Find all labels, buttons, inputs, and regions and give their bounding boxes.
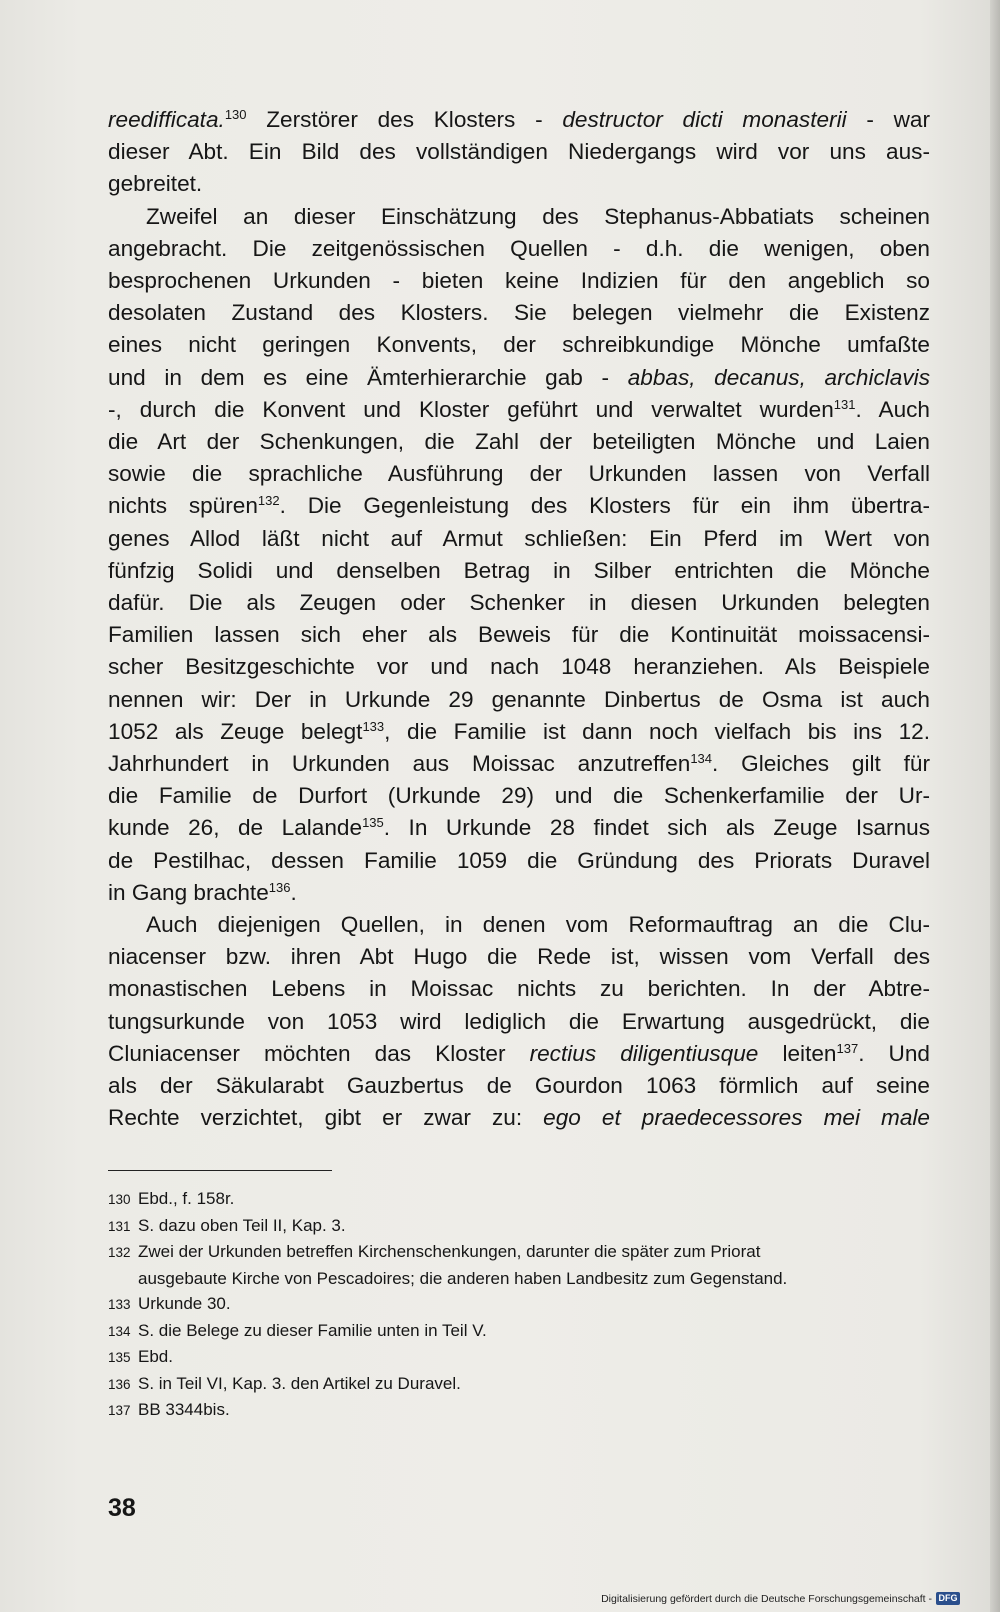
text-run: sowie die sprachliche Ausführung der Urkunden lassen von Verfall [108,461,930,487]
footnote-number: 135 [108,1350,131,1365]
footnote-text: BB 3344bis. [138,1400,230,1419]
text-run: dieser Abt. Ein Bild des vollständigen Niedergangs wird vor uns aus- [108,139,930,165]
footnote-ref: 133 [362,718,385,734]
text-run: als der Säkularabt Gauzbertus de Gourdon 1063 förmlich auf seine [108,1073,930,1099]
latin-phrase: rectius diligentiusque [529,1040,759,1066]
footnote-ref: 132 [257,493,280,509]
text-run: . Die Gegenleistung des Klosters für ein ihm übertra- [279,493,931,519]
text-line [108,845,930,877]
text-run: . [290,879,297,905]
text-line [108,716,930,748]
footnote [108,1371,930,1398]
text-run: scher Besitzgeschichte vor und nach 1048 heranziehen. Als Beispiele [108,654,930,680]
footnote-ref: 131 [833,396,856,412]
footnote-text: Ebd. [138,1347,173,1366]
text-line [108,233,930,265]
main-text [108,104,930,1135]
text-line [108,329,930,361]
latin-phrase: reedifficata. [108,107,225,132]
footnote-text: S. in Teil VI, Kap. 3. den Artikel zu Duravel. [138,1373,461,1393]
paragraph [108,104,930,201]
text-run: und in dem es eine Ämterhierarchie gab - [108,364,628,390]
text-run: kunde 26, de Lalande [108,815,363,841]
text-line [108,523,930,555]
text-run: - war [846,107,930,132]
text-run: -, durch die Konvent und Kloster geführt und verwaltet wurden [108,396,834,422]
text-run: , die Familie ist dann noch vielfach bis ins 12. [384,718,930,744]
text-line [108,297,930,329]
footnote-text: Zwei der Urkunden betreffen Kirchenschenkungen, darunter die später zum Priorat [138,1242,761,1261]
footnote-ref: 135 [362,815,384,831]
text-run: eines nicht geringen Konvents, der schreibkundige Mönche umfaßte [108,332,930,358]
text-line [108,394,930,426]
text-line [108,1038,930,1070]
text-line [108,1102,930,1134]
footnote-ref: 137 [836,1040,859,1056]
footnote [108,1213,930,1240]
text-line [108,684,930,716]
latin-phrase: destructor dicti monasterii [562,107,847,132]
text-line [108,426,930,458]
text-line [108,136,930,168]
text-run: de Pestilhac, dessen Familie 1059 die Gründung des Priorats Duravel [108,847,930,873]
footnote-ref: 134 [690,751,713,767]
paragraph [108,909,930,1134]
footnote-ref: 136 [268,879,291,895]
text-run: angebracht. Die zeitgenössischen Quellen - d.h. die wenigen, oben [108,235,930,261]
text-line [108,651,930,683]
text-line [108,490,930,522]
text-line [108,458,930,490]
footnote-separator [108,1170,332,1171]
footnote-number: 131 [108,1218,131,1234]
footnote [108,1291,930,1318]
text-run: Auch diejenigen Quellen, in denen vom Reformauftrag an die Clu- [146,912,930,938]
text-line [108,619,930,651]
latin-phrase: abbas, decanus, archiclavis [627,364,930,390]
text-line [108,941,930,973]
footnote-number: 134 [108,1323,131,1339]
text-run: . Auch [855,396,930,422]
text-run: tungsurkunde von 1053 wird lediglich die Erwartung ausgedrückt, die [108,1008,930,1034]
text-line [108,780,930,812]
text-line [108,909,930,941]
footnotes [108,1186,930,1424]
text-run: . Gleiches gilt für [712,751,930,777]
footnote-number: 137 [108,1403,131,1418]
text-run: die Familie de Durfort (Urkunde 29) und die Schenkerfamilie der Ur- [108,783,930,809]
footnote-text: Ebd., f. 158r. [138,1189,235,1208]
footnote-ref: 130 [224,107,247,122]
paragraph [108,201,930,909]
text-run: . In Urkunde 28 findet sich als Zeuge Isarnus [383,815,931,841]
text-run: Cluniacenser möchten das Kloster [108,1040,530,1066]
text-run: 1052 als Zeuge belegt [108,718,363,744]
footnote-number: 130 [108,1192,131,1207]
text-run: fünfzig Solidi und denselben Betrag in Silber entrichten die Mönche [108,557,930,583]
footnote-number: 132 [108,1245,131,1260]
text-line [108,362,930,394]
page-edge-shadow [990,0,1000,1612]
text-run: leiten [758,1040,837,1066]
text-run: Rechte verzichtet, gibt er zwar zu: [108,1105,544,1131]
footnote-text-continued: ausgebaute Kirche von Pescadoires; die anderen haben Landbesitz zum Gegenstand. [138,1268,788,1288]
text-line [108,812,930,844]
text-run: nichts spüren [108,493,258,519]
text-line [108,877,930,909]
text-line [108,104,930,136]
text-line [108,201,930,233]
text-run: gebreitet. [108,171,203,197]
text-line [108,1070,930,1102]
text-run: Zerstörer des Klosters - [246,107,563,132]
text-line [108,168,930,200]
footnote-text: S. die Belege zu dieser Familie unten in Teil V. [138,1320,487,1340]
text-line [108,265,930,297]
text-run: die Art der Schenkungen, die Zahl der beteiligten Mönche und Laien [108,429,930,455]
text-run: in Gang brachte [108,879,269,905]
text-line [108,748,930,780]
footnote-text: S. dazu oben Teil II, Kap. 3. [138,1215,346,1235]
text-line [108,587,930,619]
footnote [108,1344,930,1371]
footnote-number: 133 [108,1297,131,1312]
footnote [108,1318,930,1345]
footnote-text: Urkunde 30. [138,1294,231,1313]
text-run: niacenser bzw. ihren Abt Hugo die Rede ist, wissen vom Verfall des [108,944,930,970]
funding-text: Digitalisierung gefördert durch die Deutsche Forschungsgemeinschaft - [601,1592,932,1605]
text-run: Familien lassen sich eher als Beweis für die Kontinuität moissacensi- [108,622,930,648]
text-line [108,1006,930,1038]
text-run: . Und [858,1040,930,1066]
footnote [108,1186,930,1213]
funding-notice [601,1592,960,1605]
text-run: dafür. Die als Zeugen oder Schenker in diesen Urkunden belegten [108,590,930,616]
text-line [108,973,930,1005]
footnote-number: 136 [108,1376,131,1392]
text-line [108,555,930,587]
footnote [108,1397,930,1424]
text-run: besprochenen Urkunden - bieten keine Indizien für den angeblich so [108,268,930,294]
text-run: desolaten Zustand des Klosters. Sie belegen vielmehr die Existenz [108,300,930,326]
latin-phrase: ego et praedecessores mei male [543,1105,930,1131]
text-run: monastischen Lebens in Moissac nichts zu berichten. In der Abtre- [108,976,930,1002]
dfg-logo-icon: DFG [936,1592,960,1605]
text-run: Jahrhundert in Urkunden aus Moissac anzutreffen [108,751,691,777]
text-run: nennen wir: Der in Urkunde 29 genannte Dinbertus de Osma ist auch [108,686,930,712]
text-run: Zweifel an dieser Einschätzung des Stephanus-Abbatiats scheinen [146,203,930,229]
text-run: genes Allod läßt nicht auf Armut schließen: Ein Pferd im Wert von [108,525,930,551]
page-number: 38 [108,1494,136,1522]
footnote [108,1239,930,1291]
